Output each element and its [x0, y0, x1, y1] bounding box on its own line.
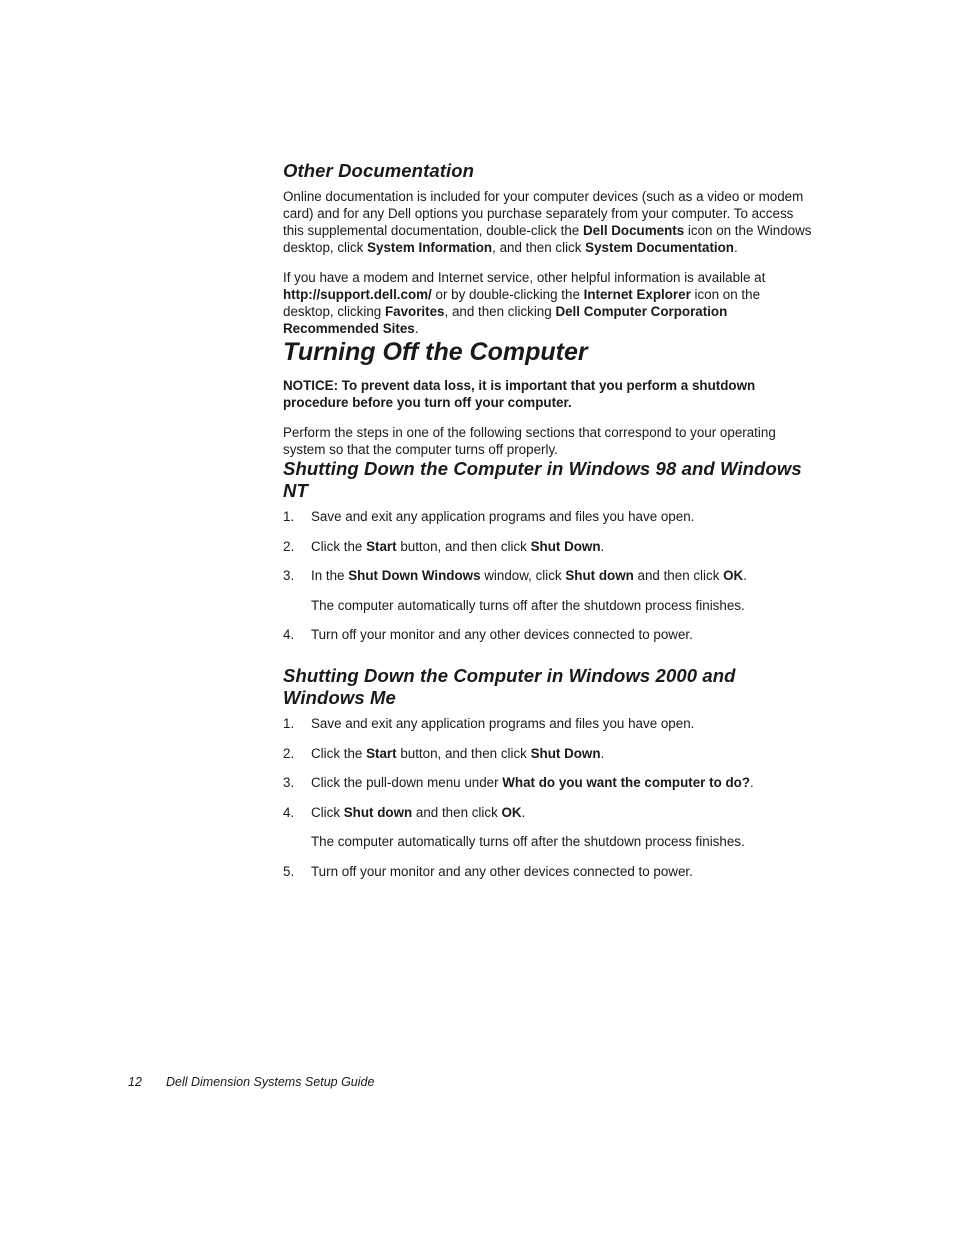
turning-off-intro: Perform the steps in one of the following sections that correspond to your operating system so that the computer turns off properly. — [283, 425, 776, 457]
turning-off-heading: Turning Off the Computer — [283, 338, 588, 366]
win2000-heading: Shutting Down the Computer in Windows 2000 and Windows Me — [283, 665, 736, 708]
page-number: 12 — [128, 1075, 142, 1089]
win98-heading: Shutting Down the Computer in Windows 98 and Windows NT — [283, 458, 802, 501]
list-item: 1. Save and exit any application programs and files you have open. — [283, 716, 695, 731]
win98-steps — [283, 508, 813, 584]
win2000-steps — [283, 715, 813, 821]
page-footer — [128, 1074, 374, 1090]
win98-step-note: The computer automatically turns off after the shutdown process finishes. — [311, 597, 745, 613]
list-item: 2. Click the Start button, and then click Shut Down. — [283, 538, 605, 554]
list-item: 3. Click the pull-down menu under What do you want the computer to do?. — [283, 775, 754, 790]
other-documentation-heading: Other Documentation — [283, 160, 475, 181]
online-documentation-paragraph: Online documentation is included for your computer devices (such as a video or modem card) and for any Dell options you purchase separately from your computer. To access this supplemental documentation, double-click the Dell Documents icon on the Windows desktop, click System Information, and then click System Documentation. — [283, 189, 812, 255]
page-content — [283, 160, 813, 892]
support-url: http://support.dell.com/ — [283, 287, 432, 302]
guide-title: Dell Dimension Systems Setup Guide — [166, 1075, 375, 1089]
internet-information-paragraph: If you have a modem and Internet service, other helpful information is available at http://support.dell.com/ or by double-clicking the Internet Explorer icon on the desktop, clicking Favorites, and then clicking Dell Computer Corporation Recommended Sites. — [283, 270, 766, 336]
notice-text: NOTICE: To prevent data loss, it is important that you perform a shutdown procedure before you turn off your computer. — [283, 378, 756, 410]
list-item: 3. In the Shut Down Windows window, click Shut down and then click OK. — [283, 568, 747, 583]
win2000-steps-continued — [283, 863, 813, 880]
list-item: 4. Turn off your monitor and any other devices connected to power. — [283, 627, 693, 642]
list-item: 5. Turn off your monitor and any other devices connected to power. — [283, 863, 693, 879]
list-item: 4. Click Shut down and then click OK. — [283, 804, 526, 820]
win2000-step-note: The computer automatically turns off after the shutdown process finishes. — [311, 834, 745, 849]
list-item: 1. Save and exit any application programs and files you have open. — [283, 509, 695, 524]
list-item: 2. Click the Start button, and then click Shut Down. — [283, 745, 605, 761]
win98-steps-continued — [283, 626, 813, 643]
